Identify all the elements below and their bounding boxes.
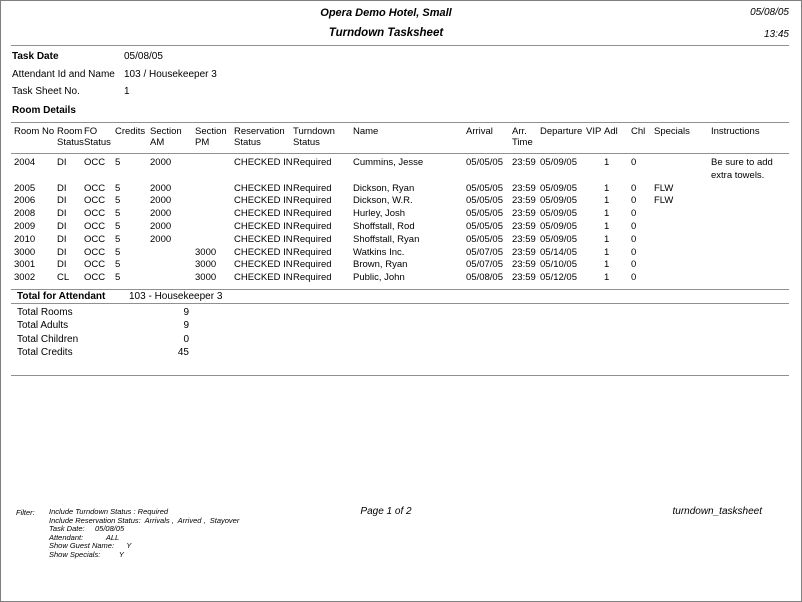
table-row xyxy=(14,259,791,272)
cell-instructions xyxy=(711,221,791,234)
cell-section-pm xyxy=(195,208,234,221)
cell-fo-status: OCC xyxy=(84,259,106,271)
cell-name: Dickson, W.R. xyxy=(353,195,413,207)
cell-arr-time: 23:59 xyxy=(512,195,536,207)
cell-arrival: 05/07/05 xyxy=(466,246,503,258)
cell-specials: FLW xyxy=(654,195,674,207)
task-sheet-label: Task Sheet No. xyxy=(12,86,80,97)
cell-specials xyxy=(654,221,711,234)
cell-instructions xyxy=(711,259,791,272)
cell-arrival: 05/05/05 xyxy=(466,220,503,232)
cell-adl: 1 xyxy=(604,259,610,271)
cell-section-am xyxy=(150,272,195,285)
cell-section-am: 2000 xyxy=(150,220,172,232)
totals-value: 9 xyxy=(183,320,189,332)
cell-departure: 05/14/05 xyxy=(540,246,577,258)
cell-arr-time: 23:59 xyxy=(512,182,536,194)
column-header: Room Status xyxy=(57,126,84,148)
cell-reservation-status: CHECKED IN xyxy=(234,233,293,245)
totals-top-divider xyxy=(11,289,789,290)
task-sheet-value: 1 xyxy=(124,86,130,97)
cell-section-pm xyxy=(195,183,234,196)
cell-name: Watkins Inc. xyxy=(353,246,405,258)
cell-section-am: 2000 xyxy=(150,195,172,207)
column-header: Name xyxy=(353,126,379,137)
cell-room-no: 2006 xyxy=(14,195,36,207)
cell-fo-status: OCC xyxy=(84,233,106,245)
cell-room-status: DI xyxy=(57,259,67,271)
page-number: Page 1 of 2 xyxy=(360,506,412,517)
cell-name: Shoffstall, Rod xyxy=(353,220,415,232)
cell-arrival: 05/05/05 xyxy=(466,195,503,207)
cell-arr-time: 23:59 xyxy=(512,233,536,245)
cell-room-status: DI xyxy=(57,157,67,168)
totals-value: 9 xyxy=(183,307,189,318)
cell-arrival: 05/07/05 xyxy=(466,259,503,271)
cell-name: Shoffstall, Ryan xyxy=(353,233,420,245)
cell-vip xyxy=(586,157,604,183)
cell-adl: 1 xyxy=(604,246,610,258)
report-title: Turndown Tasksheet xyxy=(328,27,444,39)
cell-arr-time: 23:59 xyxy=(512,220,536,232)
column-header: Specials xyxy=(654,126,690,137)
cell-room-no: 2009 xyxy=(14,220,36,232)
total-for-attendant-label: Total for Attendant xyxy=(17,291,106,302)
cell-specials xyxy=(654,272,711,285)
cell-section-am xyxy=(150,259,195,272)
cell-vip xyxy=(586,272,604,285)
filter-line: Task Date: 05/08/05 xyxy=(49,524,125,534)
cell-adl: 1 xyxy=(604,195,610,207)
cell-chl: 0 xyxy=(631,208,637,220)
cell-instructions xyxy=(711,195,791,208)
cell-section-am: 2000 xyxy=(150,233,172,245)
cell-credits: 5 xyxy=(115,233,121,245)
cell-reservation-status: CHECKED IN xyxy=(234,246,293,258)
task-sheet-row xyxy=(12,86,790,97)
cell-chl: 0 xyxy=(631,272,637,284)
cell-vip xyxy=(586,234,604,247)
column-header: Reservation Status xyxy=(234,126,285,148)
cell-room-no: 2004 xyxy=(14,157,36,168)
cell-section-am: 2000 xyxy=(150,157,172,168)
cell-departure: 05/10/05 xyxy=(540,259,577,271)
cell-credits: 5 xyxy=(115,246,121,258)
report-date: 05/08/05 xyxy=(750,7,789,18)
column-header: Chl xyxy=(631,126,646,137)
cell-fo-status: OCC xyxy=(84,157,106,168)
totals-value: 45 xyxy=(177,347,189,359)
cell-turndown-status: Required xyxy=(293,272,332,284)
cell-arr-time: 23:59 xyxy=(512,208,536,220)
cell-room-no: 2008 xyxy=(14,208,36,220)
column-header: Departure xyxy=(540,126,583,137)
cell-adl: 1 xyxy=(604,182,610,194)
cell-instructions xyxy=(711,272,791,285)
cell-chl: 0 xyxy=(631,259,637,271)
room-details-title: Room Details xyxy=(12,105,76,116)
cell-turndown-status: Required xyxy=(293,182,332,194)
cell-room-no: 3000 xyxy=(14,246,36,258)
cell-name: Public, John xyxy=(353,272,405,284)
cell-fo-status: OCC xyxy=(84,246,106,258)
cell-room-no: 2010 xyxy=(14,233,36,245)
totals-label: Total Children xyxy=(17,333,79,345)
cell-section-pm xyxy=(195,195,234,208)
cell-departure: 05/09/05 xyxy=(540,157,577,168)
attendant-row xyxy=(12,69,790,80)
cell-departure: 05/09/05 xyxy=(540,208,577,220)
cell-room-status: DI xyxy=(57,233,67,245)
report-file-name: turndown_tasksheet xyxy=(672,506,762,517)
cell-vip xyxy=(586,259,604,272)
cell-room-no: 3002 xyxy=(14,272,36,284)
cell-section-pm: 3000 xyxy=(195,246,217,258)
cell-adl: 1 xyxy=(604,157,610,168)
cell-name: Cummins, Jesse xyxy=(353,157,424,168)
cell-vip xyxy=(586,247,604,260)
totals-row xyxy=(17,334,317,347)
totals-label: Total Adults xyxy=(17,320,69,332)
cell-credits: 5 xyxy=(115,195,121,207)
cell-specials xyxy=(654,234,711,247)
cell-chl: 0 xyxy=(631,157,637,168)
cell-adl: 1 xyxy=(604,220,610,232)
cell-adl: 1 xyxy=(604,208,610,220)
cell-arrival: 05/05/05 xyxy=(466,233,503,245)
cell-reservation-status: CHECKED IN xyxy=(234,157,293,168)
filter-line: Include Reservation Status: Arrivals , Arrived , Stayover xyxy=(49,515,240,525)
column-header: Turndown Status xyxy=(293,126,335,148)
cell-specials xyxy=(654,208,711,221)
cell-room-status: DI xyxy=(57,182,67,194)
cell-chl: 0 xyxy=(631,246,637,258)
totals-value: 0 xyxy=(183,333,189,345)
cell-vip xyxy=(586,221,604,234)
cell-arrival: 05/05/05 xyxy=(466,182,503,194)
column-header: Section AM xyxy=(150,126,182,148)
cell-specials xyxy=(654,157,711,183)
cell-instructions xyxy=(711,208,791,221)
cell-chl: 0 xyxy=(631,220,637,232)
cell-fo-status: OCC xyxy=(84,220,106,232)
cell-vip xyxy=(586,208,604,221)
totals-bottom-divider xyxy=(11,375,789,376)
cell-section-pm: 3000 xyxy=(195,272,217,284)
cell-credits: 5 xyxy=(115,157,121,168)
totals-row xyxy=(17,307,317,320)
cell-name: Dickson, Ryan xyxy=(353,182,415,194)
column-header: Instructions xyxy=(711,126,760,137)
cell-section-pm xyxy=(195,157,234,183)
cell-instructions xyxy=(711,247,791,260)
cell-reservation-status: CHECKED IN xyxy=(234,220,293,232)
cell-reservation-status: CHECKED IN xyxy=(234,195,293,207)
cell-reservation-status: CHECKED IN xyxy=(234,208,293,220)
cell-turndown-status: Required xyxy=(293,157,332,168)
cell-turndown-status: Required xyxy=(293,208,332,220)
column-header: Arrival xyxy=(466,126,493,137)
column-header: Arr. Time xyxy=(512,126,533,148)
cell-room-no: 2005 xyxy=(14,182,36,194)
table-row xyxy=(14,208,791,221)
room-details-table xyxy=(14,126,791,285)
cell-instructions xyxy=(711,183,791,196)
table-top-divider xyxy=(11,122,789,123)
cell-turndown-status: Required xyxy=(293,233,332,245)
cell-name: Hurley, Josh xyxy=(353,208,406,220)
cell-turndown-status: Required xyxy=(293,246,332,258)
table-row xyxy=(14,183,791,196)
room-table-body xyxy=(14,157,791,285)
report-time: 13:45 xyxy=(763,29,789,40)
cell-adl: 1 xyxy=(604,272,610,284)
cell-credits: 5 xyxy=(115,272,121,284)
table-row xyxy=(14,157,791,183)
totals-label: Total Credits xyxy=(17,347,73,359)
cell-fo-status: OCC xyxy=(84,182,106,194)
cell-arr-time: 23:59 xyxy=(512,246,536,258)
column-header: Adl xyxy=(604,126,618,137)
cell-arrival: 05/05/05 xyxy=(466,208,503,220)
cell-section-am: 2000 xyxy=(150,208,172,220)
table-row xyxy=(14,247,791,260)
totals-row xyxy=(17,347,317,360)
cell-reservation-status: CHECKED IN xyxy=(234,259,293,271)
cell-specials xyxy=(654,247,711,260)
hotel-name: Opera Demo Hotel, Small xyxy=(320,7,452,19)
table-row xyxy=(14,195,791,208)
cell-credits: 5 xyxy=(115,259,121,271)
column-header: FO Status xyxy=(84,126,111,148)
cell-specials: FLW xyxy=(654,182,674,194)
cell-arrival: 05/05/05 xyxy=(466,157,503,168)
cell-reservation-status: CHECKED IN xyxy=(234,272,293,284)
cell-reservation-status: CHECKED IN xyxy=(234,182,293,194)
cell-room-status: DI xyxy=(57,246,67,258)
filter-line: Include Turndown Status : Required xyxy=(49,507,169,516)
filter-line: Attendant: ALL xyxy=(49,532,120,542)
cell-section-pm xyxy=(195,221,234,234)
column-header: Room No xyxy=(14,126,55,137)
cell-section-pm xyxy=(195,234,234,247)
task-date-value: 05/08/05 xyxy=(124,51,163,62)
cell-adl: 1 xyxy=(604,233,610,245)
attendant-value: 103 / Housekeeper 3 xyxy=(124,69,217,80)
table-header-divider xyxy=(11,153,789,154)
cell-instructions xyxy=(711,234,791,247)
cell-arr-time: 23:59 xyxy=(512,157,536,168)
cell-turndown-status: Required xyxy=(293,220,332,232)
cell-section-am xyxy=(150,247,195,260)
cell-departure: 05/12/05 xyxy=(540,272,577,284)
cell-section-am: 2000 xyxy=(150,182,172,194)
totals-label: Total Rooms xyxy=(17,307,73,318)
column-header: Credits xyxy=(115,126,146,137)
cell-credits: 5 xyxy=(115,208,121,220)
cell-fo-status: OCC xyxy=(84,195,106,207)
cell-room-status: DI xyxy=(57,220,67,232)
cell-room-status: DI xyxy=(57,195,67,207)
cell-room-status: CL xyxy=(57,272,70,284)
attendant-label: Attendant Id and Name xyxy=(12,69,115,80)
filter-line: Show Specials: Y xyxy=(49,549,124,559)
cell-departure: 05/09/05 xyxy=(540,182,577,194)
cell-room-no: 3001 xyxy=(14,259,36,271)
filter-label: Filter: xyxy=(16,508,35,517)
cell-turndown-status: Required xyxy=(293,259,332,271)
cell-departure: 05/09/05 xyxy=(540,220,577,232)
column-header: VIP xyxy=(586,126,602,137)
cell-specials xyxy=(654,259,711,272)
cell-chl: 0 xyxy=(631,182,637,194)
totals-row xyxy=(17,320,317,333)
cell-departure: 05/09/05 xyxy=(540,233,577,245)
cell-chl: 0 xyxy=(631,233,637,245)
total-for-attendant-value: 103 - Housekeeper 3 xyxy=(129,291,223,302)
totals-mid-divider xyxy=(11,303,789,304)
totals-list xyxy=(17,307,317,361)
cell-arr-time: 23:59 xyxy=(512,259,536,271)
cell-vip xyxy=(586,195,604,208)
filter-line: Show Guest Name: Y xyxy=(49,541,132,551)
cell-fo-status: OCC xyxy=(84,272,106,284)
table-row xyxy=(14,234,791,247)
cell-departure: 05/09/05 xyxy=(540,195,577,207)
column-header: Section PM xyxy=(195,126,227,148)
total-for-attendant-row xyxy=(17,291,790,302)
cell-chl: 0 xyxy=(631,195,637,207)
cell-name: Brown, Ryan xyxy=(353,259,408,271)
cell-arr-time: 23:59 xyxy=(512,272,536,284)
cell-room-status: DI xyxy=(57,208,67,220)
task-date-row xyxy=(12,51,790,62)
cell-section-pm: 3000 xyxy=(195,259,217,271)
table-row xyxy=(14,221,791,234)
cell-credits: 5 xyxy=(115,220,121,232)
cell-turndown-status: Required xyxy=(293,195,332,207)
cell-credits: 5 xyxy=(115,182,121,194)
cell-vip xyxy=(586,183,604,196)
cell-arrival: 05/08/05 xyxy=(466,272,503,284)
table-row xyxy=(14,272,791,285)
header-divider xyxy=(11,45,789,46)
cell-fo-status: OCC xyxy=(84,208,106,220)
cell-instructions: Be sure to add extra towels. xyxy=(711,157,773,181)
task-date-label: Task Date xyxy=(12,51,59,62)
